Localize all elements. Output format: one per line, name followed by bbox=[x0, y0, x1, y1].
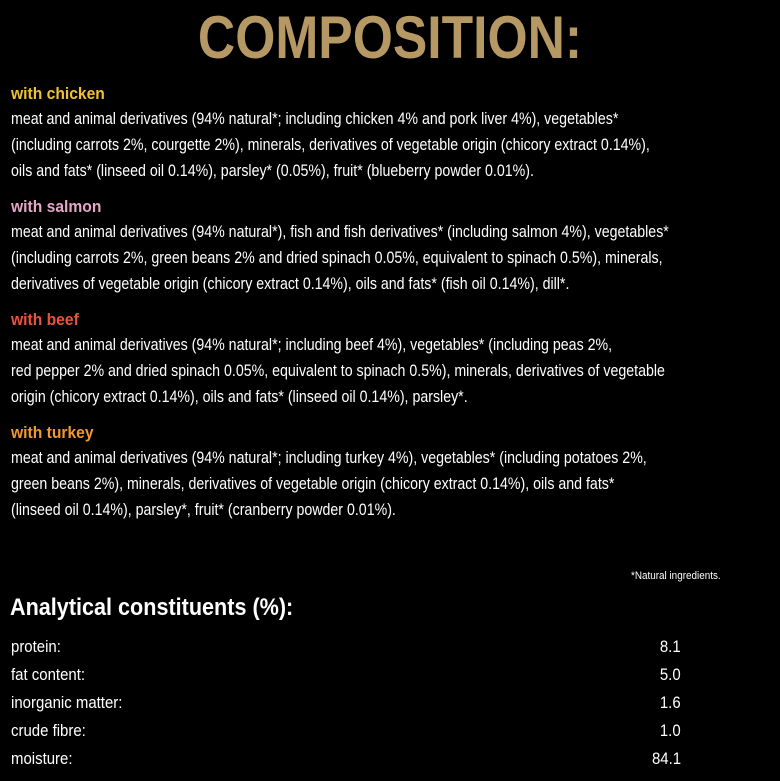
variant-title-beef: with beef bbox=[11, 310, 79, 329]
variant-chicken bbox=[11, 82, 776, 184]
constituent-row-protein bbox=[11, 633, 681, 661]
variant-beef bbox=[11, 308, 776, 410]
variant-title-turkey: with turkey bbox=[11, 423, 94, 442]
variant-salmon bbox=[11, 195, 776, 297]
variant-composition-turkey: meat and animal derivatives (94% natural*; including turkey 4%), vegetables* (including potatoes 2%, green beans 2%), minerals, derivatives of vegetable origin (chicory extract 0.14%), oils and fats* (linseed oil 0.14%), parsley*, fruit* (cranberry powder 0.01%). bbox=[11, 449, 647, 519]
variant-composition-salmon: meat and animal derivatives (94% natural*), fish and fish derivatives* (including salmon 4%), vegetables* (including carrots 2%, green beans 2% and dried spinach 0.05%, equivalent to spinach 0.5%), minerals, derivatives of vegetable origin (chicory extract 0.14%), oils and fats* (fish oil 0.14%), dill*. bbox=[11, 223, 669, 293]
constituent-label: protein: bbox=[11, 637, 61, 656]
constituent-row-inorganic bbox=[11, 689, 681, 717]
constituent-label: crude fibre: bbox=[11, 721, 86, 740]
variant-list bbox=[11, 82, 776, 534]
constituent-label: moisture: bbox=[11, 749, 73, 768]
constituent-value: 1.6 bbox=[660, 693, 681, 712]
variant-turkey bbox=[11, 421, 776, 523]
constituent-value: 1.0 bbox=[660, 721, 681, 740]
variant-title-salmon: with salmon bbox=[11, 197, 102, 216]
variant-composition-chicken: meat and animal derivatives (94% natural*; including chicken 4% and pork liver 4%), vegetables* (including carrots 2%, courgette 2%), minerals, derivatives of vegetable origin (chicory extract 0.14%), oils and fats* (linseed oil 0.14%), parsley* (0.05%), fruit* (blueberry powder 0.01%). bbox=[11, 110, 650, 180]
variant-title-chicken: with chicken bbox=[11, 84, 105, 103]
natural-ingredients-footnote: *Natural ingredients. bbox=[631, 570, 721, 582]
constituent-row-moisture bbox=[11, 745, 681, 773]
page-title: COMPOSITION: bbox=[197, 4, 583, 71]
variant-composition-beef: meat and animal derivatives (94% natural*; including beef 4%), vegetables* (including peas 2%, red pepper 2% and dried spinach 0.05%, equivalent to spinach 0.5%), minerals, derivatives of vegetable origin (chicory extract 0.14%), oils and fats* (linseed oil 0.14%), parsley*. bbox=[11, 336, 665, 406]
constituent-label: inorganic matter: bbox=[11, 693, 123, 712]
constituent-value: 84.1 bbox=[651, 749, 681, 768]
constituent-value: 8.1 bbox=[660, 637, 681, 656]
constituent-row-fat bbox=[11, 661, 681, 689]
analytical-table bbox=[11, 633, 681, 773]
constituent-label: fat content: bbox=[11, 665, 86, 684]
constituent-value: 5.0 bbox=[660, 665, 681, 684]
analytical-heading: Analytical constituents (%): bbox=[10, 594, 294, 621]
constituent-row-fibre bbox=[11, 717, 681, 745]
